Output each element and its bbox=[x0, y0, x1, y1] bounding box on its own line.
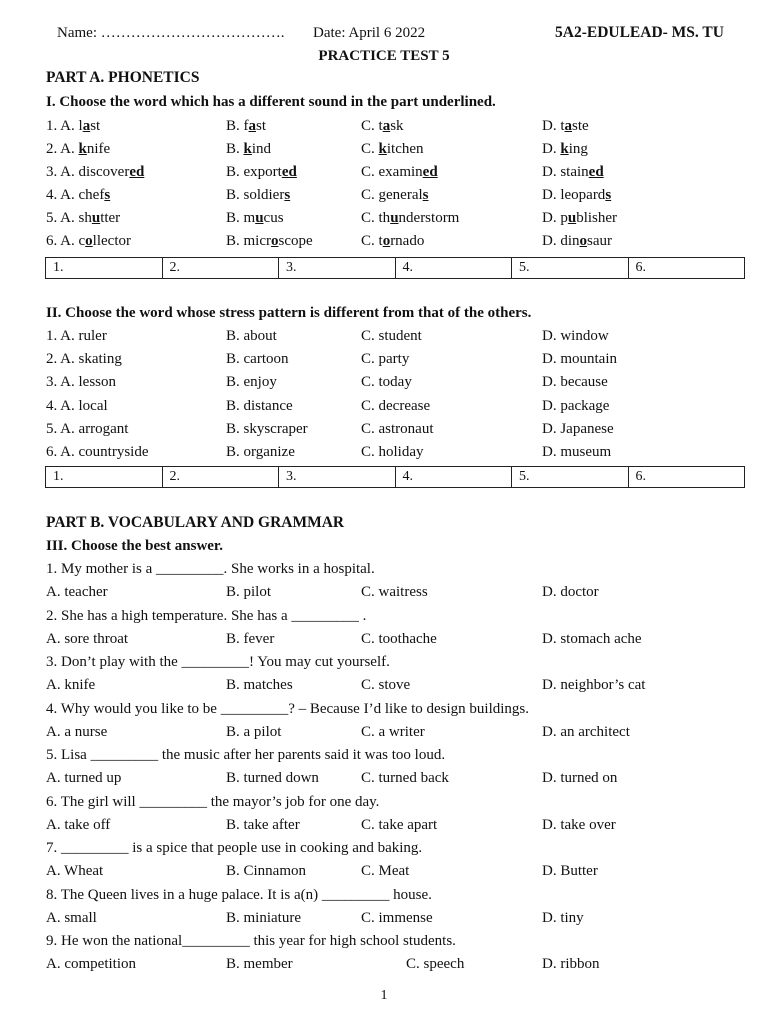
question-stem: 1. My mother is a _________. She works in a hospital. bbox=[46, 561, 375, 577]
stress-option: C. decrease bbox=[361, 397, 431, 414]
option-text: scope bbox=[278, 233, 313, 249]
answer-option[interactable]: D. stomach ache bbox=[542, 630, 642, 647]
option-text: D. leopard bbox=[542, 187, 606, 203]
answer-cell[interactable]: 2. bbox=[162, 258, 279, 279]
option-text: tter bbox=[100, 210, 121, 226]
phonetics-row bbox=[0, 207, 768, 229]
stress-option: 1. A. ruler bbox=[46, 328, 107, 344]
stress-option: D. Japanese bbox=[542, 420, 614, 437]
question-text bbox=[0, 884, 768, 906]
option-text: ing bbox=[568, 141, 588, 157]
question-options bbox=[0, 628, 768, 650]
stress-option: B. cartoon bbox=[226, 351, 289, 368]
option-text: B. micr bbox=[226, 233, 271, 249]
section-1-answer-grid bbox=[45, 257, 745, 279]
underlined-sound: s bbox=[422, 187, 429, 203]
stress-option: D. museum bbox=[542, 444, 612, 460]
phonetics-option bbox=[542, 161, 604, 183]
answer-option[interactable]: C. speech bbox=[406, 956, 465, 972]
underlined-sound: a bbox=[82, 118, 91, 134]
option-text: 4. A. chef bbox=[46, 187, 105, 203]
stress-option: C. astronaut bbox=[361, 420, 434, 437]
question-text bbox=[0, 651, 768, 673]
stress-option: C. party bbox=[361, 351, 410, 368]
option-text: C. bbox=[361, 141, 379, 157]
answer-option[interactable]: A. small bbox=[46, 909, 97, 926]
option-text: B. bbox=[226, 141, 244, 157]
answer-option[interactable]: B. Cinnamon bbox=[226, 863, 307, 879]
answer-option[interactable]: C. a writer bbox=[361, 723, 425, 740]
answer-option[interactable]: B. member bbox=[226, 956, 293, 972]
answer-option[interactable]: A. teacher bbox=[46, 584, 108, 600]
stress-row bbox=[0, 395, 768, 417]
phonetics-option bbox=[226, 207, 284, 229]
option-text: 2. A. bbox=[46, 141, 79, 157]
phonetics-row bbox=[0, 184, 768, 206]
option-text: llector bbox=[92, 233, 131, 249]
stress-option: B. skyscraper bbox=[226, 420, 308, 437]
underlined-sound: ed bbox=[422, 164, 438, 180]
phonetics-option bbox=[46, 207, 120, 229]
answer-option[interactable]: A. take off bbox=[46, 816, 111, 833]
answer-option[interactable]: B. a pilot bbox=[226, 723, 282, 740]
option-text: cus bbox=[263, 210, 284, 226]
option-text: C. th bbox=[361, 210, 391, 226]
phonetics-option bbox=[361, 184, 428, 206]
stress-option: D. window bbox=[542, 328, 609, 344]
underlined-sound: ed bbox=[129, 164, 145, 180]
section-2-answer-grid bbox=[45, 466, 745, 488]
underlined-sound: u bbox=[567, 210, 577, 226]
question-options bbox=[0, 814, 768, 836]
header bbox=[0, 22, 768, 44]
option-text: 6. A. c bbox=[46, 233, 86, 249]
underlined-sound: ed bbox=[281, 164, 297, 180]
question-options bbox=[0, 767, 768, 789]
answer-option[interactable]: A. turned up bbox=[46, 770, 122, 786]
option-text: D. p bbox=[542, 210, 568, 226]
option-text: D. din bbox=[542, 233, 580, 249]
stress-option: C. student bbox=[361, 328, 422, 344]
answer-option[interactable]: C. immense bbox=[361, 909, 433, 926]
page-title: PRACTICE TEST 5 bbox=[318, 48, 450, 64]
phonetics-row bbox=[0, 138, 768, 160]
option-text: C. t bbox=[361, 118, 383, 134]
question-stem: 7. _________ is a spice that people use in cooking and baking. bbox=[46, 840, 423, 856]
phonetics-option bbox=[226, 138, 271, 160]
phonetics-option bbox=[46, 230, 131, 252]
stress-option: 3. A. lesson bbox=[46, 374, 117, 391]
option-text: 1. A. l bbox=[46, 118, 83, 134]
option-text: D. bbox=[542, 141, 561, 157]
question-stem: 4. Why would you like to be _________? – Because I’d like to design buildings. bbox=[46, 700, 529, 717]
phonetics-option bbox=[226, 115, 266, 137]
question-text bbox=[0, 837, 768, 859]
phonetics-option bbox=[542, 115, 589, 137]
answer-option[interactable]: C. take apart bbox=[361, 816, 438, 833]
option-text: B. f bbox=[226, 118, 249, 134]
underlined-sound: u bbox=[255, 210, 264, 226]
underlined-sound: k bbox=[560, 141, 569, 157]
underlined-sound: a bbox=[248, 118, 256, 134]
section-2-heading: II. Choose the word whose stress pattern is different from that of the others. bbox=[46, 305, 532, 321]
underlined-sound: a bbox=[382, 118, 391, 134]
answer-cell[interactable]: 6. bbox=[628, 467, 745, 488]
answer-option[interactable]: A. a nurse bbox=[46, 723, 108, 740]
phonetics-row bbox=[0, 161, 768, 183]
answer-option[interactable]: B. take after bbox=[226, 816, 300, 833]
part-b-title: PART B. VOCABULARY AND GRAMMAR bbox=[46, 514, 345, 531]
phonetics-option bbox=[361, 115, 404, 137]
question-options bbox=[0, 674, 768, 696]
stress-row bbox=[0, 325, 768, 347]
phonetics-option bbox=[226, 184, 290, 206]
answer-cell[interactable]: 5. bbox=[512, 467, 629, 488]
underlined-sound: k bbox=[243, 141, 252, 157]
underlined-sound: o bbox=[271, 233, 279, 249]
phonetics-option bbox=[542, 184, 611, 206]
answer-option[interactable]: D. tiny bbox=[542, 909, 584, 926]
underlined-sound: k bbox=[78, 141, 87, 157]
option-text: sk bbox=[390, 118, 404, 134]
phonetics-option bbox=[361, 207, 459, 229]
underlined-sound: s bbox=[104, 187, 111, 203]
stress-option: B. about bbox=[226, 328, 277, 344]
underlined-sound: o bbox=[85, 233, 93, 249]
phonetics-option bbox=[542, 230, 612, 252]
stress-row bbox=[0, 418, 768, 440]
question-stem: 5. Lisa _________ the music after her parents said it was too loud. bbox=[46, 747, 446, 763]
question-stem: 2. She has a high temperature. She has a _________ . bbox=[46, 607, 367, 624]
stress-option: 5. A. arrogant bbox=[46, 420, 129, 437]
answer-option[interactable]: C. turned back bbox=[361, 770, 449, 786]
date-label: Date: April 6 2022 bbox=[313, 25, 426, 41]
answer-option[interactable]: A. Wheat bbox=[46, 863, 104, 879]
class-label: 5A2-EDULEAD- MS. TU bbox=[555, 24, 724, 41]
answer-option[interactable]: B. matches bbox=[226, 677, 293, 693]
page-number: 1 bbox=[380, 988, 388, 1003]
question-text bbox=[0, 558, 768, 580]
answer-option[interactable]: D. take over bbox=[542, 816, 616, 833]
answer-option[interactable]: D. an architect bbox=[542, 723, 630, 740]
answer-cell[interactable]: 3. bbox=[279, 258, 396, 279]
answer-option[interactable]: D. doctor bbox=[542, 584, 599, 600]
phonetics-option bbox=[226, 230, 313, 252]
answer-cell[interactable]: 4. bbox=[395, 258, 512, 279]
answer-option[interactable]: D. neighbor’s cat bbox=[542, 677, 646, 693]
answer-cell[interactable]: 6. bbox=[628, 258, 745, 279]
section-3-heading: III. Choose the best answer. bbox=[46, 538, 223, 554]
option-text: saur bbox=[587, 233, 612, 249]
answer-option[interactable]: C. toothache bbox=[361, 630, 437, 647]
answer-cell[interactable]: 1. bbox=[46, 467, 163, 488]
underlined-sound: ed bbox=[588, 164, 604, 180]
question-options bbox=[0, 721, 768, 743]
option-text: B. m bbox=[226, 210, 256, 226]
option-text: blisher bbox=[576, 210, 618, 226]
phonetics-option bbox=[361, 230, 424, 252]
phonetics-row bbox=[0, 115, 768, 137]
option-text: 3. A. discover bbox=[46, 164, 130, 180]
answer-option[interactable]: D. turned on bbox=[542, 770, 618, 786]
option-text: 5. A. sh bbox=[46, 210, 92, 226]
phonetics-option bbox=[361, 161, 438, 183]
underlined-sound: k bbox=[378, 141, 387, 157]
phonetics-option bbox=[226, 161, 297, 183]
answer-option[interactable]: D. Butter bbox=[542, 863, 598, 879]
question-options bbox=[0, 907, 768, 929]
option-text: st bbox=[256, 118, 267, 134]
question-options bbox=[0, 860, 768, 882]
option-text: ste bbox=[572, 118, 589, 134]
question-text bbox=[0, 930, 768, 952]
answer-cell[interactable]: 3. bbox=[279, 467, 396, 488]
question-text bbox=[0, 791, 768, 813]
name-field-label: Name: ………………………………. bbox=[57, 25, 285, 41]
phonetics-row bbox=[0, 230, 768, 252]
part-a-title: PART A. PHONETICS bbox=[46, 69, 200, 86]
option-text: ind bbox=[251, 141, 272, 157]
stress-option: C. today bbox=[361, 374, 412, 391]
question-stem: 6. The girl will _________ the mayor’s job for one day. bbox=[46, 793, 380, 810]
stress-option: B. distance bbox=[226, 397, 293, 414]
option-text: itchen bbox=[386, 141, 424, 157]
stress-option: 6. A. countryside bbox=[46, 444, 149, 460]
option-text: B. export bbox=[226, 164, 282, 180]
answer-option[interactable]: A. competition bbox=[46, 956, 136, 972]
stress-option: D. mountain bbox=[542, 351, 617, 368]
option-text: nderstorm bbox=[398, 210, 460, 226]
stress-option: 2. A. skating bbox=[46, 351, 122, 368]
stress-option: D. because bbox=[542, 374, 608, 391]
option-text: C. t bbox=[361, 233, 383, 249]
question-options bbox=[0, 581, 768, 603]
option-text: C. general bbox=[361, 187, 423, 203]
answer-cell[interactable]: 2. bbox=[162, 467, 279, 488]
stress-row bbox=[0, 348, 768, 370]
answer-option[interactable]: B. miniature bbox=[226, 909, 301, 926]
section-1-heading: I. Choose the word which has a different sound in the part underlined. bbox=[46, 94, 496, 110]
stress-row bbox=[0, 441, 768, 463]
answer-option[interactable]: C. waitress bbox=[361, 584, 428, 600]
stress-option: 4. A. local bbox=[46, 397, 108, 414]
phonetics-option bbox=[542, 207, 617, 229]
underlined-sound: u bbox=[91, 210, 101, 226]
option-text: nife bbox=[86, 141, 111, 157]
question-stem: 3. Don’t play with the _________! You may cut yourself. bbox=[46, 654, 390, 670]
underlined-sound: o bbox=[579, 233, 587, 249]
option-text: C. examin bbox=[361, 164, 423, 180]
phonetics-option bbox=[46, 138, 110, 160]
option-text: D. t bbox=[542, 118, 565, 134]
phonetics-option bbox=[46, 184, 110, 206]
stress-row bbox=[0, 371, 768, 393]
answer-option[interactable]: A. knife bbox=[46, 677, 96, 693]
underlined-sound: a bbox=[564, 118, 572, 134]
answer-option[interactable]: B. fever bbox=[226, 630, 275, 647]
underlined-sound: s bbox=[284, 187, 291, 203]
answer-cell[interactable]: 1. bbox=[46, 258, 163, 279]
option-text: st bbox=[90, 118, 101, 134]
option-text: B. soldier bbox=[226, 187, 285, 203]
underlined-sound: u bbox=[390, 210, 399, 226]
answer-option[interactable]: D. ribbon bbox=[542, 956, 600, 972]
question-options bbox=[0, 953, 768, 975]
answer-option[interactable]: C. Meat bbox=[361, 863, 410, 879]
stress-option: D. package bbox=[542, 397, 610, 414]
question-text bbox=[0, 698, 768, 720]
phonetics-option bbox=[361, 138, 424, 160]
question-text bbox=[0, 744, 768, 766]
phonetics-option bbox=[46, 115, 100, 137]
question-text bbox=[0, 605, 768, 627]
question-stem: 8. The Queen lives in a huge palace. It is a(n) _________ house. bbox=[46, 886, 432, 903]
underlined-sound: s bbox=[605, 187, 612, 203]
answer-cell[interactable]: 4. bbox=[395, 467, 512, 488]
option-text: D. stain bbox=[542, 164, 589, 180]
answer-option[interactable]: B. pilot bbox=[226, 584, 272, 600]
underlined-sound: o bbox=[382, 233, 391, 249]
stress-option: B. enjoy bbox=[226, 374, 277, 391]
phonetics-option bbox=[542, 138, 588, 160]
answer-option[interactable]: B. turned down bbox=[226, 770, 319, 786]
phonetics-option bbox=[46, 161, 144, 183]
question-stem: 9. He won the national_________ this year for high school students. bbox=[46, 933, 456, 949]
answer-option[interactable]: A. sore throat bbox=[46, 630, 129, 647]
option-text: rnado bbox=[390, 233, 425, 249]
stress-option: B. organize bbox=[226, 444, 295, 460]
answer-cell[interactable]: 5. bbox=[512, 258, 629, 279]
stress-option: C. holiday bbox=[361, 444, 424, 460]
answer-option[interactable]: C. stove bbox=[361, 677, 411, 693]
